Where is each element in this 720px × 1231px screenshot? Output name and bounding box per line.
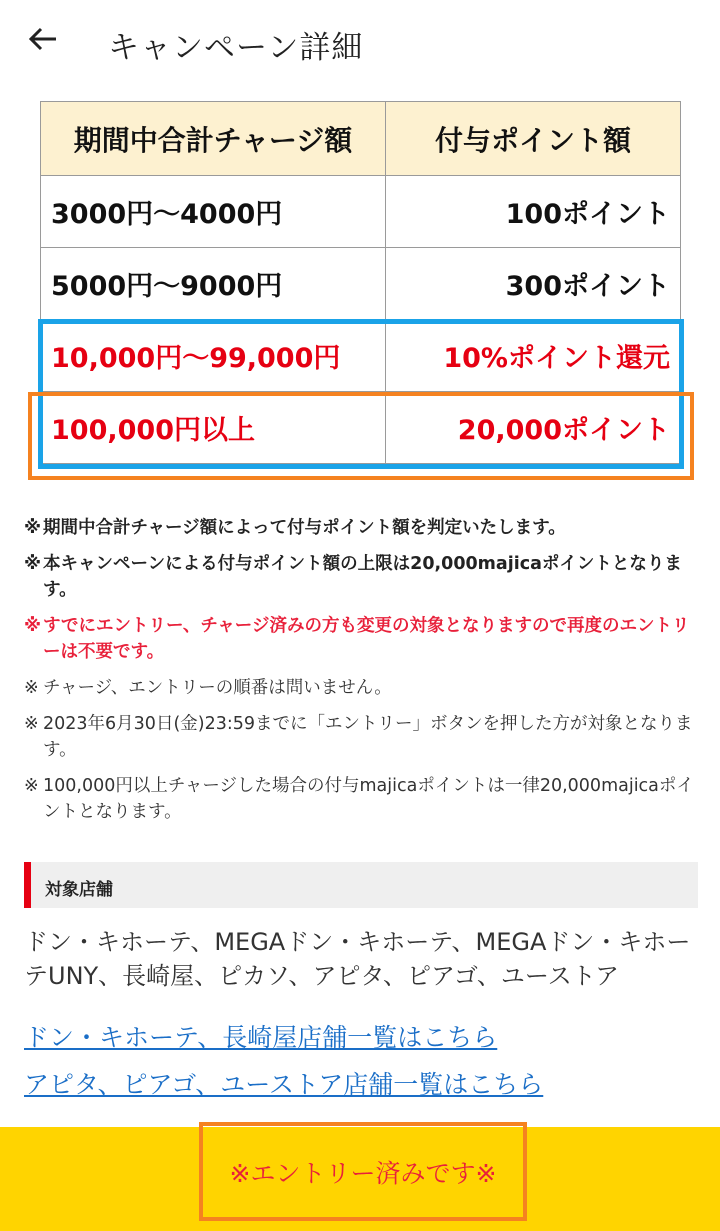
note-item	[24, 711, 700, 763]
note-mark: ※	[24, 518, 42, 538]
note-item	[24, 613, 700, 665]
charge-amount-cell: 3000円〜4000円	[41, 176, 386, 248]
table-header: 期間中合計チャージ額	[41, 102, 386, 176]
donki-store-list-link[interactable]: ドン・キホーテ、長崎屋店舗一覧はこちら	[24, 1023, 498, 1052]
section-header-target-stores	[24, 862, 698, 908]
table-header-row	[41, 102, 681, 176]
entry-status-button[interactable]: ※エントリー済みです※	[199, 1122, 527, 1221]
page-title: キャンペーン詳細	[108, 30, 364, 66]
table-row	[41, 248, 681, 320]
points-cell: 100ポイント	[386, 176, 681, 248]
note-text: チャージ、エントリーの順番は問いません。	[43, 678, 392, 698]
note-mark: ※	[24, 776, 39, 796]
points-cell: 10%ポイント還元	[386, 320, 681, 392]
charge-amount-cell: 5000円〜9000円	[41, 248, 386, 320]
app-header	[0, 0, 720, 90]
note-text: すでにエントリー、チャージ済みの方も変更の対象となりますので再度のエントリーは不要です。	[43, 616, 690, 662]
points-cell: 20,000ポイント	[386, 392, 681, 464]
note-item	[24, 675, 700, 701]
charge-amount-cell: 100,000円以上	[41, 392, 386, 464]
highlight-orange-frame	[28, 392, 694, 480]
back-arrow-icon[interactable]	[26, 22, 62, 58]
note-mark: ※	[24, 554, 42, 574]
note-item	[24, 515, 700, 541]
note-mark: ※	[24, 714, 39, 734]
charge-amount-cell: 10,000円〜99,000円	[41, 320, 386, 392]
note-item	[24, 773, 700, 825]
section-title: 対象店舗	[45, 880, 113, 900]
notes-list	[24, 515, 700, 835]
store-list-text: ドン・キホーテ、MEGAドン・キホーテ、MEGAドン・キホーテUNY、長崎屋、ピカソ、アピタ、ピアゴ、ユーストア	[24, 928, 691, 990]
points-cell: 300ポイント	[386, 248, 681, 320]
note-mark: ※	[24, 678, 39, 698]
note-mark: ※	[24, 616, 42, 636]
note-text: 100,000円以上チャージした場合の付与majicaポイントは一律20,000majicaポイントとなります。	[43, 776, 694, 822]
table-header: 付与ポイント額	[386, 102, 681, 176]
note-text: 期間中合計チャージ額によって付与ポイント額を判定いたします。	[43, 518, 566, 538]
table-row	[41, 176, 681, 248]
note-text: 2023年6月30日(金)23:59までに「エントリー」ボタンを押した方が対象となります。	[43, 714, 693, 760]
apita-store-list-link[interactable]: アピタ、ピアゴ、ユーストア店舗一覧はこちら	[24, 1070, 544, 1099]
note-text: 本キャンペーンによる付与ポイント額の上限は20,000majicaポイントとなります。	[43, 554, 682, 600]
note-item	[24, 551, 700, 603]
